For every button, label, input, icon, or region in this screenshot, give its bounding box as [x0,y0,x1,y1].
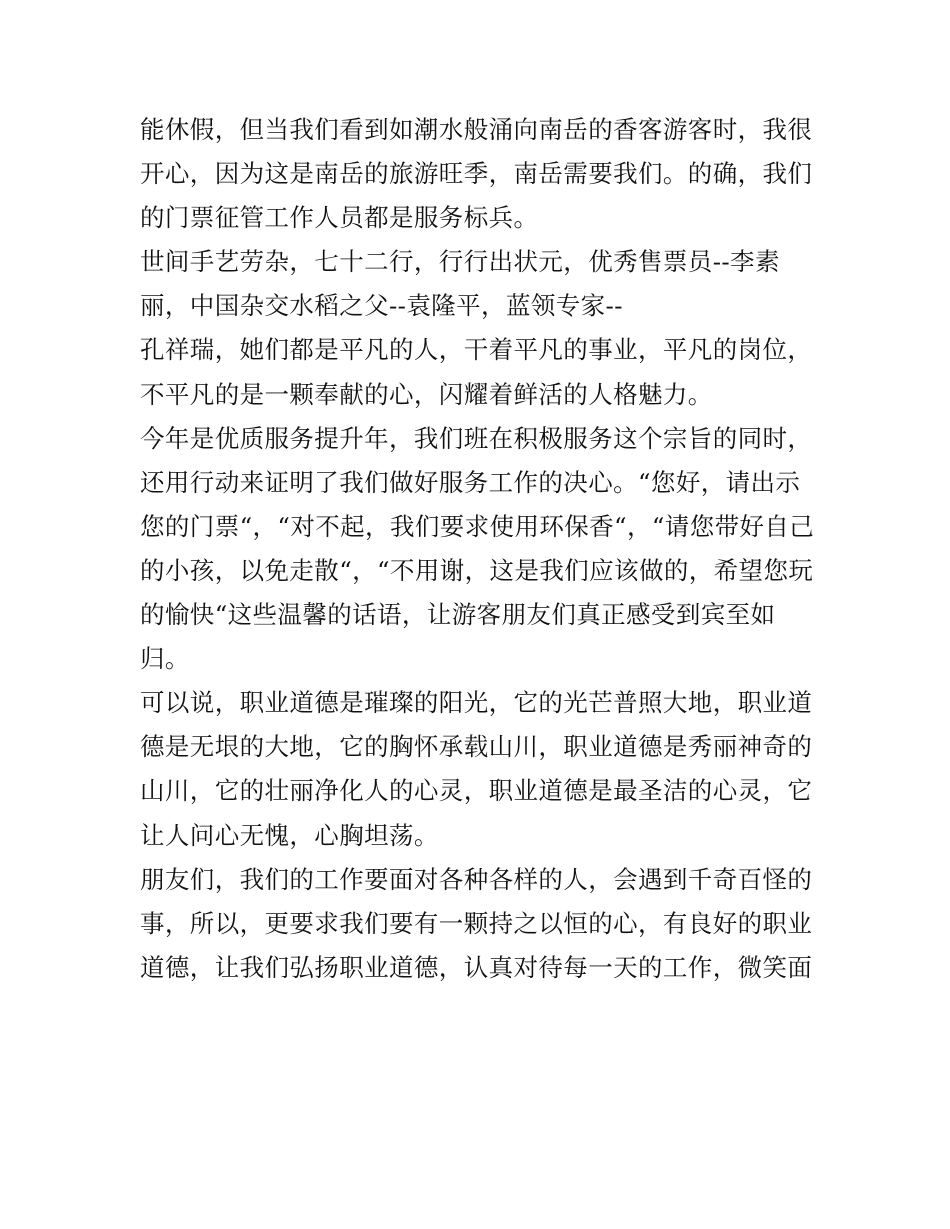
text-line: 的愉快“这些温馨的话语，让游客朋友们真正感受到宾至如 [140,600,776,630]
text-line: 让人问心无愧，心胸坦荡。 [140,820,439,850]
text-line: 的小孩，以免走散“，“不用谢，这是我们应该做的，希望您玩 [140,555,814,585]
text-line: 能休假，但当我们看到如潮水般涌向南岳的香客游客时，我很 [140,115,813,144]
body-text [140,108,820,990]
text-line: 德是无垠的大地，它的胸怀承载山川，职业道德是秀丽神奇的 [140,732,813,762]
text-line: 不平凡的是一颗奉献的心，闪耀着鲜活的人格魅力。 [140,379,713,409]
text-line: 世间手艺劳杂，七十二行，行行出状元，优秀售票员--李素 [140,247,780,277]
text-line: 道德，让我们弘扬职业道德，认真对待每一天的工作，微笑面 [140,952,813,982]
text-line: 还用行动来证明了我们做好服务工作的决心。“您好，请出示 [140,467,801,497]
text-line: 朋友们，我们的工作要面对各种各样的人，会遇到千奇百怪的 [140,864,813,894]
text-line: 今年是优质服务提升年，我们班在积极服务这个宗旨的同时， [140,423,813,453]
text-line: 归。 [140,644,190,674]
text-line: 事，所以，更要求我们要有一颗持之以恒的心，有良好的职业 [140,908,813,938]
text-line: 可以说，职业道德是璀璨的阳光，它的光芒普照大地，职业道 [140,688,813,718]
text-line: 孔祥瑞，她们都是平凡的人，干着平凡的事业，平凡的岗位， [140,335,813,365]
text-line: 的门票征管工作人员都是服务标兵。 [140,203,539,233]
text-line: 丽，中国杂交水稻之父--袁隆平，蓝领专家-- [140,291,623,321]
text-line: 开心，因为这是南岳的旅游旺季，南岳需要我们。的确，我们 [140,159,813,189]
text-line: 山川，它的壮丽净化人的心灵，职业道德是最圣洁的心灵，它 [140,776,813,806]
text-line: 您的门票“，“对不起，我们要求使用环保香“，“请您带好自己 [140,511,815,541]
